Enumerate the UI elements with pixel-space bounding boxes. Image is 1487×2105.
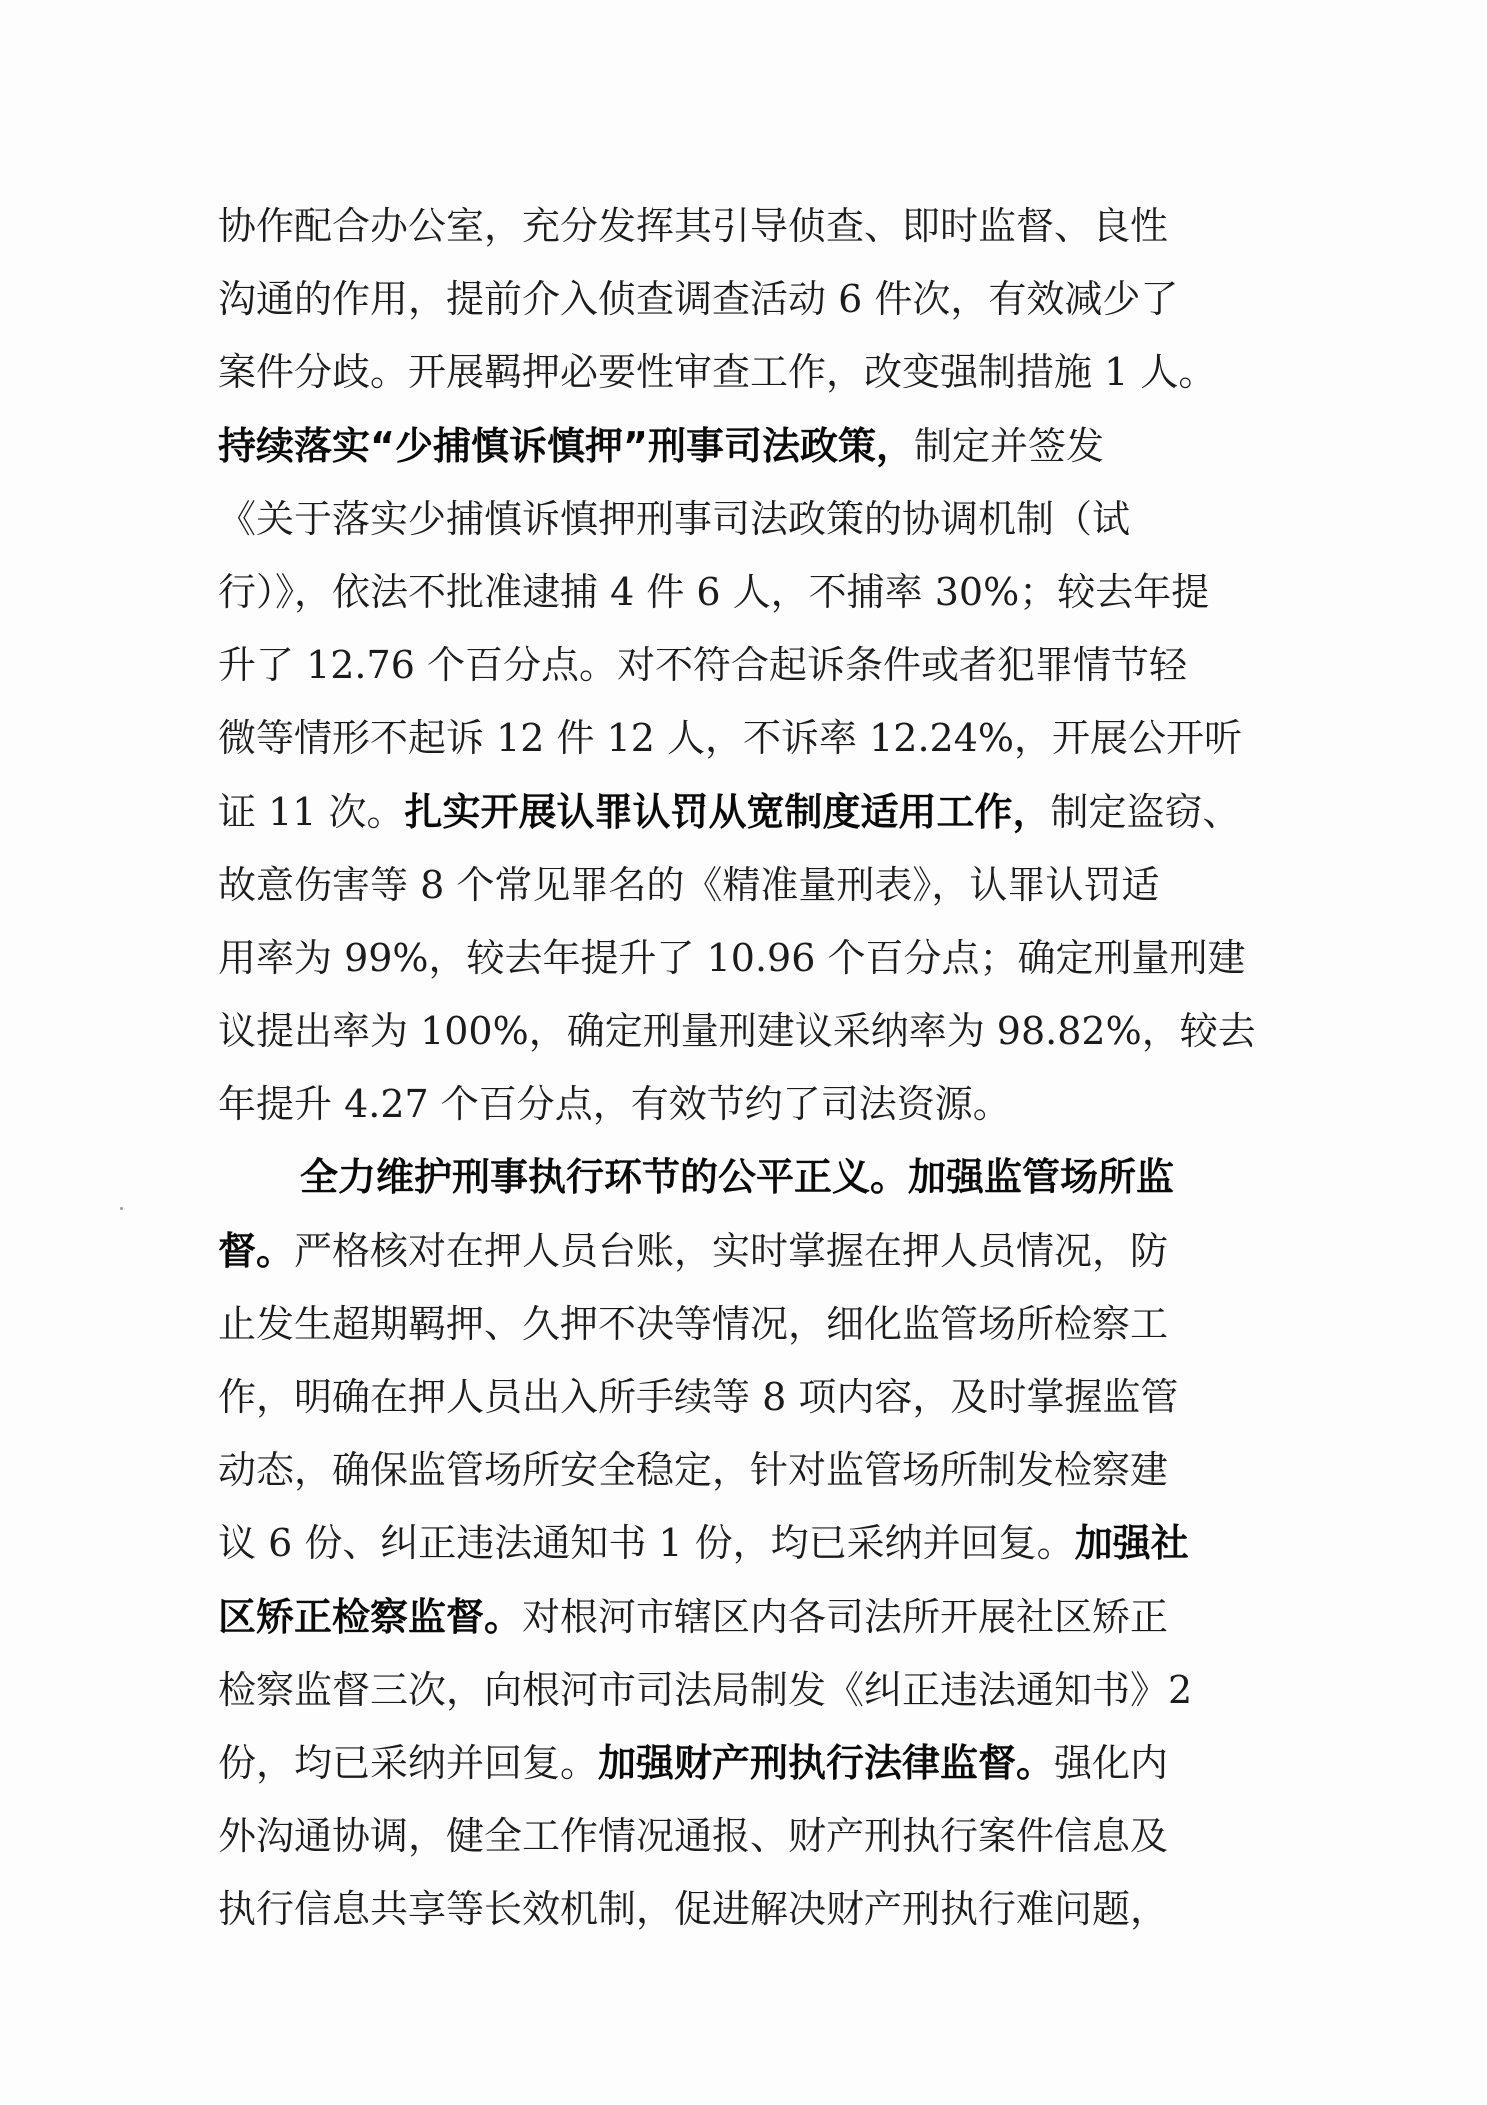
scan-speck	[120, 1207, 123, 1210]
text-line	[218, 1800, 1288, 1873]
text-line	[218, 410, 1288, 483]
body-text-segment: 《关于落实少捕慎诉慎押刑事司法政策的协调机制（试	[218, 496, 1131, 541]
body-text-segment: 执行信息共享等长效机制，促进解决财产刑执行难问题，	[218, 1887, 1169, 1932]
body-text-segment: 制定并签发	[913, 423, 1104, 468]
text-line	[218, 190, 1288, 263]
body-text-segment: 检察监督三次，向根河市司法局制发《纠正违法通知书》2	[218, 1667, 1193, 1712]
text-line	[218, 1654, 1288, 1727]
body-text-segment: 沟通的作用，提前介入侦查调查活动 6 件次，有效减少了	[218, 277, 1179, 322]
bold-heading-text: 持续落实“少捕慎诉慎押”刑事司法政策，	[218, 423, 914, 468]
body-text	[218, 190, 1288, 1947]
bold-heading-text: 区矫正检察监督。	[218, 1594, 523, 1639]
text-line	[218, 483, 1288, 556]
body-text-segment: 故意伤害等 8 个常见罪名的《精准量刑表》，认罪认罚适	[218, 862, 1160, 907]
text-line	[218, 263, 1288, 336]
body-text-segment: 严格核对在押人员台账，实时掌握在押人员情况，防	[294, 1228, 1169, 1273]
text-line	[218, 1581, 1288, 1654]
body-text-segment: 用率为 99%，较去年提升了 10.96 个百分点；确定刑量刑建	[218, 935, 1246, 980]
bold-heading-text: 扎实开展认罪认罚从宽制度适用工作，	[404, 789, 1051, 834]
body-text-segment: 止发生超期羁押、久押不决等情况，细化监管场所检察工	[218, 1301, 1169, 1346]
body-text-segment: 协作配合办公室，充分发挥其引导侦查、即时监督、良性	[218, 204, 1169, 248]
body-text-segment: 制定盗窃、	[1050, 789, 1241, 834]
text-line	[218, 556, 1288, 629]
text-line	[218, 776, 1288, 849]
text-line	[218, 629, 1288, 702]
body-text-segment: 证 11 次。	[218, 789, 405, 834]
bold-heading-text: 全力维护刑事执行环节的公平正义。加强监管场所监	[300, 1155, 1175, 1200]
body-text-segment: 微等情形不起诉 12 件 12 人，不诉率 12.24%，开展公开听	[218, 716, 1242, 761]
body-text-segment: 案件分歧。开展羁押必要性审查工作，改变强制措施 1 人。	[218, 350, 1217, 395]
text-line	[218, 1068, 1288, 1141]
body-text-segment: 对根河市辖区内各司法所开展社区矫正	[522, 1594, 1169, 1639]
text-line	[218, 849, 1288, 922]
text-line	[218, 1507, 1288, 1580]
text-line	[218, 1288, 1288, 1361]
body-text-segment: 行）》，依法不批准逮捕 4 件 6 人，不捕率 30%；较去年提	[218, 569, 1210, 614]
body-text-segment: 升了 12.76 个百分点。对不符合起诉条件或者犯罪情节轻	[218, 643, 1187, 688]
body-text-segment: 外沟通协调，健全工作情况通报、财产刑执行案件信息及	[218, 1814, 1169, 1859]
bold-heading-text: 加强财产刑执行法律监督。	[598, 1740, 1055, 1785]
text-line	[218, 1361, 1288, 1434]
body-text-segment: 作，明确在押人员出入所手续等 8 项内容，及时掌握监管	[218, 1375, 1179, 1419]
text-line	[218, 336, 1288, 409]
body-text-segment: 动态，确保监管场所安全稳定，针对监管场所制发检察建	[218, 1448, 1169, 1493]
body-text-segment: 份，均已采纳并回复。	[218, 1740, 599, 1785]
bold-heading-text: 加强社	[1074, 1521, 1189, 1566]
text-line	[218, 1141, 1288, 1214]
text-line	[218, 1215, 1288, 1288]
text-line	[218, 995, 1288, 1068]
body-text-segment: 年提升 4.27 个百分点，有效节约了司法资源。	[218, 1082, 1011, 1127]
bold-heading-text: 督。	[218, 1228, 295, 1273]
text-line	[218, 1727, 1288, 1800]
body-text-segment: 强化内	[1054, 1740, 1169, 1785]
text-line	[218, 1434, 1288, 1507]
body-text-segment: 议 6 份、纠正违法通知书 1 份，均已采纳并回复。	[218, 1521, 1075, 1566]
body-text-segment: 议提出率为 100%，确定刑量刑建议采纳率为 98.82%，较去	[218, 1009, 1256, 1054]
text-line	[218, 702, 1288, 775]
text-line	[218, 1873, 1288, 1946]
text-line	[218, 922, 1288, 995]
